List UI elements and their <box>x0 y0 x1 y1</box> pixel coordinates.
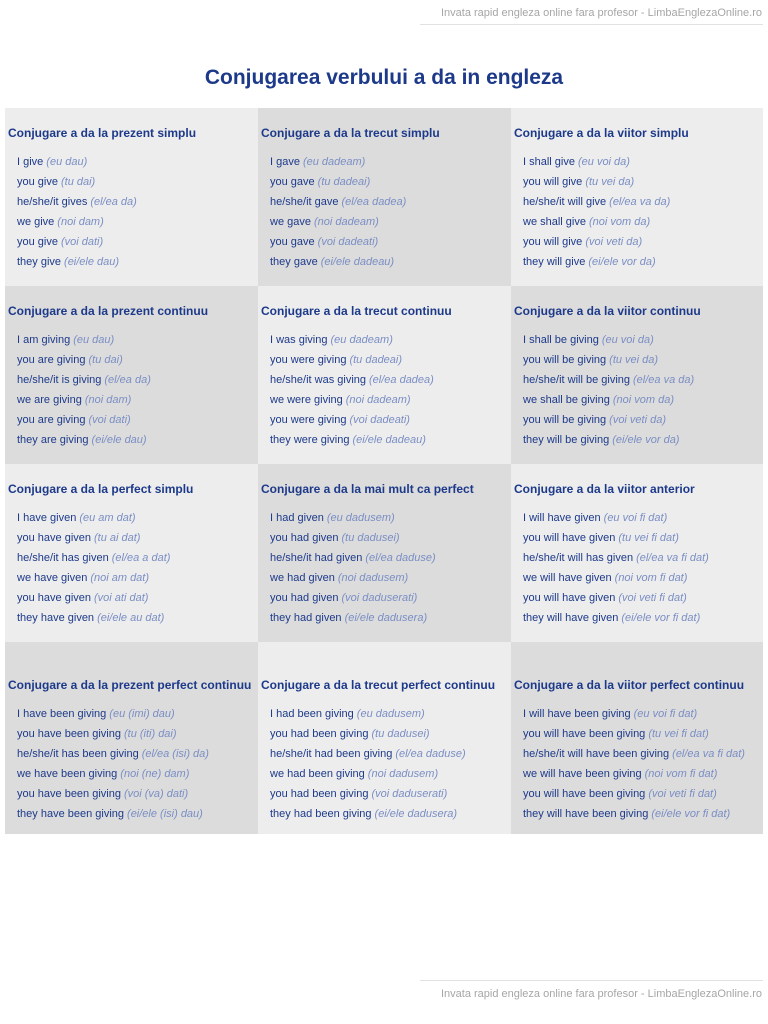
conjugation-row <box>17 784 256 804</box>
romanian-translation: (voi daduserati) <box>341 592 418 604</box>
romanian-translation: (noi dadusem) <box>337 572 409 584</box>
conjugation-row <box>523 232 761 252</box>
english-form: you had been giving <box>270 728 369 740</box>
cell-title: Conjugare a da la viitor continuu <box>514 304 701 318</box>
conjugation-list <box>514 152 761 272</box>
conjugation-cell <box>5 642 258 834</box>
romanian-translation: (el/ea va da) <box>633 374 695 386</box>
english-form: he/she/it has been giving <box>17 748 139 760</box>
english-form: we shall be giving <box>523 394 610 406</box>
english-form: you have given <box>17 592 91 604</box>
conjugation-cell <box>258 642 511 834</box>
romanian-translation: (noi dadeam) <box>313 216 379 228</box>
english-form: you will have given <box>523 592 616 604</box>
conjugation-row <box>17 350 256 370</box>
romanian-translation: (ei/ele dau) <box>91 434 147 446</box>
english-form: he/she/it gave <box>270 196 339 208</box>
conjugation-cell <box>5 286 258 464</box>
cell-title: Conjugare a da la trecut perfect continuu <box>261 678 496 692</box>
romanian-translation: (eu dau) <box>73 334 115 346</box>
romanian-translation: (voi (va) dati) <box>123 788 189 800</box>
cell-title: Conjugare a da la viitor anterior <box>514 482 695 496</box>
romanian-translation: (eu voi da) <box>577 156 630 168</box>
english-form: you are giving <box>17 414 86 426</box>
romanian-translation: (el/ea va da) <box>609 196 671 208</box>
english-form: I was giving <box>270 334 328 346</box>
conjugation-row <box>523 390 761 410</box>
romanian-translation: (eu voi fi dat) <box>603 512 668 524</box>
romanian-translation: (ei/ele vor fi dat) <box>651 808 731 820</box>
romanian-translation: (ei/ele vor da) <box>588 256 656 268</box>
conjugation-row <box>270 784 509 804</box>
romanian-translation: (noi dam) <box>84 394 132 406</box>
romanian-translation: (el/ea va fi dat) <box>672 748 745 760</box>
romanian-translation: (el/ea va fi dat) <box>636 552 709 564</box>
english-form: they have been giving <box>17 808 125 820</box>
conjugation-list <box>8 704 256 824</box>
conjugation-row <box>523 568 761 588</box>
romanian-translation: (el/ea da) <box>104 374 151 386</box>
english-form: we shall give <box>523 216 586 228</box>
header-divider <box>420 24 763 25</box>
romanian-translation: (tu dadusei) <box>371 728 430 740</box>
romanian-translation: (tu dadusei) <box>341 532 400 544</box>
conjugation-row <box>17 744 256 764</box>
romanian-translation: (noi dam) <box>57 216 104 228</box>
conjugation-row <box>523 548 761 568</box>
english-form: he/she/it had been giving <box>270 748 393 760</box>
romanian-translation: (eu dadeam) <box>330 334 393 346</box>
english-form: you were giving <box>270 414 347 426</box>
romanian-translation: (noi vom fi dat) <box>644 768 718 780</box>
conjugation-list <box>261 508 509 628</box>
conjugation-row <box>17 528 256 548</box>
romanian-translation: (eu dadusem) <box>356 708 425 720</box>
english-form: we had given <box>270 572 335 584</box>
conjugation-row <box>523 608 761 628</box>
romanian-translation: (eu am dat) <box>79 512 136 524</box>
cell-title: Conjugare a da la mai mult ca perfect <box>261 482 474 496</box>
conjugation-list <box>261 330 509 450</box>
english-form: he/she/it will have been giving <box>523 748 670 760</box>
conjugation-row <box>523 330 761 350</box>
english-form: I shall be giving <box>523 334 599 346</box>
page-title: Conjugarea verbului a da in engleza <box>204 66 564 90</box>
english-form: he/she/it was giving <box>270 374 366 386</box>
conjugation-row <box>270 330 509 350</box>
conjugation-row <box>17 608 256 628</box>
cell-title: Conjugare a da la viitor simplu <box>514 126 689 140</box>
conjugation-cell <box>258 464 511 642</box>
conjugation-row <box>270 212 509 232</box>
romanian-translation: (noi vom da) <box>612 394 674 406</box>
romanian-translation: (el/ea da) <box>90 196 137 208</box>
conjugation-row <box>523 172 761 192</box>
english-form: we are giving <box>17 394 82 406</box>
conjugation-row <box>523 804 761 824</box>
conjugation-row <box>17 588 256 608</box>
conjugation-row <box>270 172 509 192</box>
romanian-translation: (tu ai dat) <box>94 532 141 544</box>
conjugation-row <box>523 744 761 764</box>
conjugation-row <box>270 724 509 744</box>
romanian-translation: (el/ea dadea) <box>341 196 407 208</box>
english-form: you have been giving <box>17 788 121 800</box>
english-form: they will be giving <box>523 434 610 446</box>
english-form: I am giving <box>17 334 71 346</box>
english-form: I shall give <box>523 156 575 168</box>
header-site-note: Invata rapid engleza online fara profesor - LimbaEnglezaOnline.ro <box>440 7 762 19</box>
romanian-translation: (ei/ele vor fi dat) <box>621 612 701 624</box>
conjugation-row <box>523 724 761 744</box>
romanian-translation: (tu dai) <box>88 354 123 366</box>
romanian-translation: (voi veti da) <box>609 414 667 426</box>
romanian-translation: (voi daduserati) <box>371 788 448 800</box>
romanian-translation: (voi ati dat) <box>94 592 149 604</box>
english-form: they were giving <box>270 434 350 446</box>
conjugation-row <box>17 152 256 172</box>
romanian-translation: (noi am dat) <box>90 572 150 584</box>
english-form: you will be giving <box>523 354 607 366</box>
cell-title: Conjugare a da la viitor perfect continuu <box>514 678 745 692</box>
conjugation-row <box>17 390 256 410</box>
conjugation-row <box>270 704 509 724</box>
english-form: I will have been giving <box>523 708 631 720</box>
romanian-translation: (noi dadusem) <box>367 768 439 780</box>
romanian-translation: (noi vom da) <box>588 216 651 228</box>
conjugation-row <box>270 370 509 390</box>
conjugation-row <box>270 430 509 450</box>
conjugation-cell <box>258 286 511 464</box>
footer-site-note: Invata rapid engleza online fara profesor - LimbaEnglezaOnline.ro <box>440 988 762 1000</box>
conjugation-row <box>17 172 256 192</box>
romanian-translation: (ei/ele au dat) <box>97 612 165 624</box>
romanian-translation: (eu dadeam) <box>302 156 366 168</box>
english-form: he/she/it will has given <box>523 552 634 564</box>
english-form: you had given <box>270 592 339 604</box>
conjugation-row <box>270 232 509 252</box>
cell-title: Conjugare a da la perfect simplu <box>8 482 194 496</box>
footer-divider <box>420 980 763 981</box>
conjugation-row <box>270 152 509 172</box>
english-form: they had been giving <box>270 808 372 820</box>
conjugation-row <box>17 804 256 824</box>
conjugation-row <box>17 704 256 724</box>
english-form: you had been giving <box>270 788 369 800</box>
romanian-translation: (noi vom fi dat) <box>614 572 688 584</box>
conjugation-row <box>270 252 509 272</box>
romanian-translation: (ei/ele dadeau) <box>352 434 426 446</box>
english-form: he/she/it had given <box>270 552 363 564</box>
conjugation-row <box>17 370 256 390</box>
conjugation-cell <box>5 464 258 642</box>
english-form: they will have given <box>523 612 619 624</box>
conjugation-row <box>523 192 761 212</box>
english-form: we have been giving <box>17 768 118 780</box>
conjugation-row <box>270 528 509 548</box>
english-form: you will have given <box>523 532 616 544</box>
conjugation-row <box>270 608 509 628</box>
conjugation-row <box>270 548 509 568</box>
romanian-translation: (el/ea dadea) <box>369 374 434 386</box>
conjugation-row <box>523 764 761 784</box>
conjugation-row <box>270 350 509 370</box>
english-form: we gave <box>270 216 311 228</box>
conjugation-list <box>514 704 761 824</box>
english-form: you will be giving <box>523 414 607 426</box>
english-form: I have been giving <box>17 708 107 720</box>
conjugation-row <box>270 764 509 784</box>
romanian-translation: (voi dati) <box>88 414 131 426</box>
conjugation-cell <box>511 464 763 642</box>
english-form: we were giving <box>270 394 343 406</box>
romanian-translation: (tu vei da) <box>585 176 635 188</box>
conjugation-row <box>17 232 256 252</box>
conjugation-row <box>523 430 761 450</box>
english-form: I gave <box>270 156 300 168</box>
romanian-translation: (ei/ele dadusera) <box>374 808 458 820</box>
conjugation-cell <box>511 642 763 834</box>
english-form: we will have given <box>523 572 612 584</box>
conjugation-row <box>523 704 761 724</box>
romanian-translation: (eu dadusem) <box>326 512 395 524</box>
conjugation-list <box>261 704 509 824</box>
english-form: they gave <box>270 256 318 268</box>
english-form: you will give <box>523 236 583 248</box>
english-form: you give <box>17 176 58 188</box>
conjugation-list <box>514 330 761 450</box>
romanian-translation: (noi (ne) dam) <box>120 768 190 780</box>
romanian-translation: (eu voi da) <box>601 334 654 346</box>
conjugation-row <box>17 192 256 212</box>
english-form: you were giving <box>270 354 347 366</box>
conjugation-row <box>523 370 761 390</box>
english-form: they have given <box>17 612 95 624</box>
romanian-translation: (ei/ele dau) <box>64 256 120 268</box>
romanian-translation: (ei/ele dadusera) <box>344 612 428 624</box>
english-form: they are giving <box>17 434 89 446</box>
conjugation-row <box>270 390 509 410</box>
english-form: I give <box>17 156 44 168</box>
conjugation-row <box>17 212 256 232</box>
conjugation-list <box>261 152 509 272</box>
english-form: I had given <box>270 512 324 524</box>
conjugation-row <box>17 568 256 588</box>
english-form: you gave <box>270 236 315 248</box>
english-form: you will have been giving <box>523 788 646 800</box>
english-form: we give <box>17 216 55 228</box>
romanian-translation: (voi veti da) <box>585 236 643 248</box>
conjugation-row <box>270 508 509 528</box>
romanian-translation: (voi dati) <box>60 236 104 248</box>
romanian-translation: (tu dai) <box>60 176 96 188</box>
english-form: he/she/it will be giving <box>523 374 631 386</box>
conjugation-row <box>270 804 509 824</box>
english-form: they will give <box>523 256 586 268</box>
english-form: you are giving <box>17 354 86 366</box>
english-form: you have been giving <box>17 728 121 740</box>
romanian-translation: (eu (imi) dau) <box>109 708 175 720</box>
conjugation-row <box>523 528 761 548</box>
romanian-translation: (voi dadeati) <box>349 414 410 426</box>
conjugation-row <box>17 252 256 272</box>
romanian-translation: (eu dau) <box>46 156 88 168</box>
english-form: he/she/it has given <box>17 552 109 564</box>
english-form: you give <box>17 236 58 248</box>
cell-title: Conjugare a da la prezent simplu <box>8 126 197 140</box>
romanian-translation: (voi dadeati) <box>317 236 379 248</box>
conjugation-row <box>17 724 256 744</box>
cell-title: Conjugare a da la trecut simplu <box>261 126 440 140</box>
romanian-translation: (noi dadeam) <box>345 394 411 406</box>
romanian-translation: (el/ea (isi) da) <box>141 748 209 760</box>
conjugation-row <box>17 548 256 568</box>
english-form: you gave <box>270 176 315 188</box>
conjugation-row <box>17 410 256 430</box>
conjugation-grid <box>5 108 763 834</box>
english-form: we have given <box>17 572 88 584</box>
english-form: you had given <box>270 532 339 544</box>
english-form: we will have been giving <box>523 768 642 780</box>
conjugation-list <box>8 508 256 628</box>
conjugation-row <box>523 212 761 232</box>
romanian-translation: (voi veti fi dat) <box>648 788 717 800</box>
conjugation-row <box>17 508 256 528</box>
conjugation-cell <box>5 108 258 286</box>
romanian-translation: (eu voi fi dat) <box>633 708 698 720</box>
conjugation-row <box>17 430 256 450</box>
english-form: you have given <box>17 532 91 544</box>
english-form: we had been giving <box>270 768 365 780</box>
romanian-translation: (el/ea daduse) <box>365 552 436 564</box>
conjugation-row <box>270 744 509 764</box>
english-form: you will give <box>523 176 583 188</box>
conjugation-row <box>523 252 761 272</box>
romanian-translation: (ei/ele dadeau) <box>320 256 395 268</box>
conjugation-cell <box>258 108 511 286</box>
conjugation-row <box>270 192 509 212</box>
cell-title: Conjugare a da la prezent perfect continuu <box>8 678 252 692</box>
conjugation-row <box>270 588 509 608</box>
english-form: they had given <box>270 612 342 624</box>
romanian-translation: (ei/ele (isi) dau) <box>127 808 203 820</box>
conjugation-list <box>8 330 256 450</box>
english-form: I had been giving <box>270 708 354 720</box>
conjugation-row <box>270 568 509 588</box>
romanian-translation: (tu vei fi dat) <box>648 728 709 740</box>
romanian-translation: (el/ea a dat) <box>111 552 171 564</box>
conjugation-row <box>17 330 256 350</box>
english-form: they give <box>17 256 62 268</box>
english-form: he/she/it is giving <box>17 374 102 386</box>
romanian-translation: (tu vei fi dat) <box>618 532 679 544</box>
romanian-translation: (tu dadeai) <box>349 354 403 366</box>
english-form: I will have given <box>523 512 601 524</box>
english-form: he/she/it will give <box>523 196 607 208</box>
english-form: he/she/it gives <box>17 196 88 208</box>
conjugation-cell <box>511 286 763 464</box>
conjugation-row <box>523 350 761 370</box>
romanian-translation: (ei/ele vor da) <box>612 434 680 446</box>
conjugation-row <box>523 508 761 528</box>
cell-title: Conjugare a da la trecut continuu <box>261 304 452 318</box>
conjugation-row <box>17 764 256 784</box>
conjugation-row <box>523 410 761 430</box>
romanian-translation: (tu (iti) dai) <box>123 728 177 740</box>
conjugation-row <box>523 588 761 608</box>
conjugation-row <box>523 784 761 804</box>
romanian-translation: (voi veti fi dat) <box>618 592 687 604</box>
conjugation-list <box>8 152 256 272</box>
romanian-translation: (el/ea daduse) <box>395 748 466 760</box>
conjugation-row <box>523 152 761 172</box>
romanian-translation: (tu dadeai) <box>317 176 371 188</box>
cell-title: Conjugare a da la prezent continuu <box>8 304 209 318</box>
conjugation-list <box>514 508 761 628</box>
english-form: I have given <box>17 512 77 524</box>
conjugation-row <box>270 410 509 430</box>
romanian-translation: (tu vei da) <box>609 354 659 366</box>
conjugation-cell <box>511 108 763 286</box>
english-form: they will have been giving <box>523 808 649 820</box>
english-form: you will have been giving <box>523 728 646 740</box>
